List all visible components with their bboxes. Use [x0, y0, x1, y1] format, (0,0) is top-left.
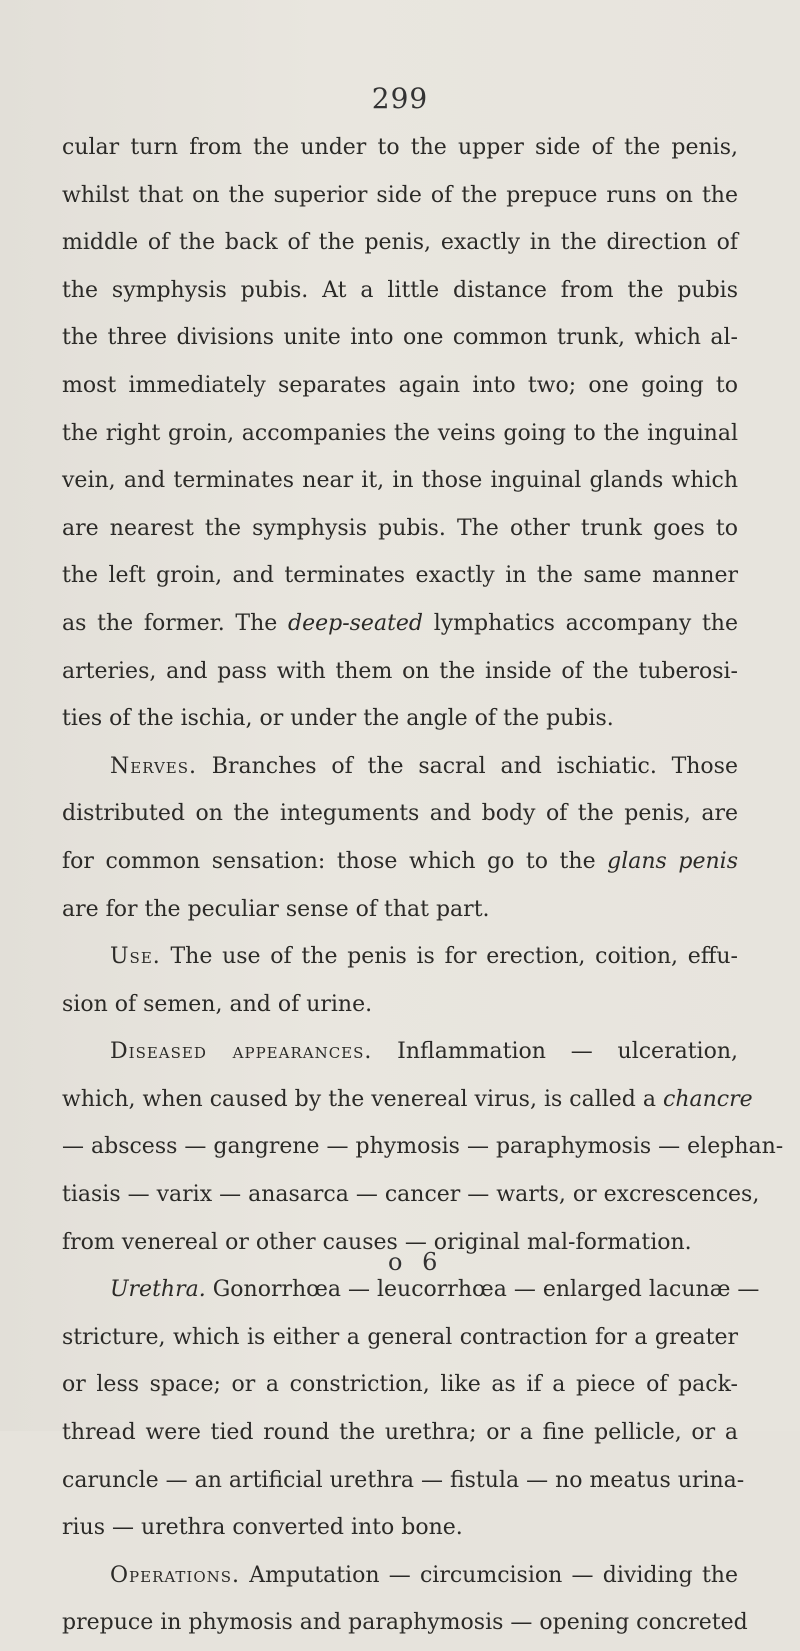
text-line — [62, 1080, 753, 1128]
text-run: as the former. The — [62, 610, 288, 636]
text-line — [62, 1032, 738, 1080]
text-line: prepuce in phymosis and paraphymosis — opening concreted — [62, 1610, 748, 1636]
section-heading-urethra: Urethra. — [110, 1277, 206, 1303]
italic-term: glans penis — [607, 848, 738, 874]
italic-term: chancre — [663, 1086, 753, 1112]
page-number: 299 — [371, 82, 429, 115]
text-line: tiasis — varix — anasarca — cancer — warts, or excrescences, — [62, 1182, 760, 1208]
text-line: the left groin, and terminates exactly in the same manner — [62, 563, 738, 589]
text-run: Inflammation — ulceration, — [372, 1039, 738, 1065]
text-line: — abscess — gangrene — phymosis — paraphymosis — elephan- — [62, 1134, 784, 1160]
text-run: for common sensation: those which go to the — [62, 848, 608, 874]
text-line: rius — urethra converted into bone. — [62, 1515, 463, 1541]
body-text — [62, 128, 784, 1651]
text-line: vein, and terminates near it, in those inguinal glands which — [62, 468, 738, 494]
text-line: the symphysis pubis. At a little distance from the pubis — [62, 277, 738, 303]
text-line — [62, 604, 738, 652]
text-line: stricture, which is either a general contraction for a greater — [62, 1324, 738, 1350]
section-heading-use: Use. — [110, 944, 161, 970]
text-line — [62, 842, 738, 890]
text-line: are nearest the symphysis pubis. The other trunk goes to — [62, 515, 738, 541]
signature-mark: o 6 — [388, 1248, 444, 1276]
text-line: cular turn from the under to the upper side of the penis, — [62, 135, 738, 160]
text-run: which, when caused by the venereal virus, is called a — [62, 1086, 663, 1112]
text-line: the three divisions unite into one common trunk, which al- — [62, 325, 738, 351]
text-line: ties of the ischia, or under the angle of the pubis. — [62, 706, 614, 732]
text-line: middle of the back of the penis, exactly in the direction of — [62, 230, 738, 256]
text-line — [62, 1270, 760, 1318]
text-line — [62, 937, 738, 985]
text-line: distributed on the integuments and body of the penis, are — [62, 801, 738, 827]
section-heading-diseased: Diseased appearances. — [110, 1039, 373, 1065]
text-run: lymphatics accompany the — [423, 610, 738, 636]
text-run: Branches of the sacral and ischiatic. Those — [197, 753, 738, 779]
text-line: the right groin, accompanies the veins going to the inguinal — [62, 420, 738, 446]
text-line: are for the peculiar sense of that part. — [62, 896, 490, 922]
italic-term: deep-seated — [288, 610, 424, 636]
text-line — [62, 1556, 738, 1604]
text-line: thread were tied round the urethra; or a fine pellicle, or a — [62, 1420, 738, 1446]
text-line: whilst that on the superior side of the prepuce runs on the — [62, 182, 738, 208]
section-heading-operations: Operations. — [110, 1562, 241, 1588]
text-run: Amputation — circumcision — dividing the — [240, 1562, 738, 1588]
text-run: Gonorrhœa — leucorrhœa — enlarged lacunæ — — [205, 1277, 760, 1303]
text-line: most immediately separates again into two; one going to — [62, 372, 738, 398]
text-line: or less space; or a constriction, like as if a piece of pack- — [62, 1372, 738, 1398]
section-heading-nerves: Nerves. — [110, 753, 198, 779]
text-line: from venereal or other causes — original mal-formation. — [62, 1229, 692, 1255]
text-line: caruncle — an artificial urethra — fistula — no meatus urina- — [62, 1467, 745, 1493]
text-line: sion of semen, and of urine. — [62, 991, 373, 1017]
text-run: The use of the penis is for erection, coition, effu- — [160, 944, 738, 970]
text-line: arteries, and pass with them on the inside of the tuberosi- — [62, 658, 738, 684]
text-line — [62, 747, 738, 795]
